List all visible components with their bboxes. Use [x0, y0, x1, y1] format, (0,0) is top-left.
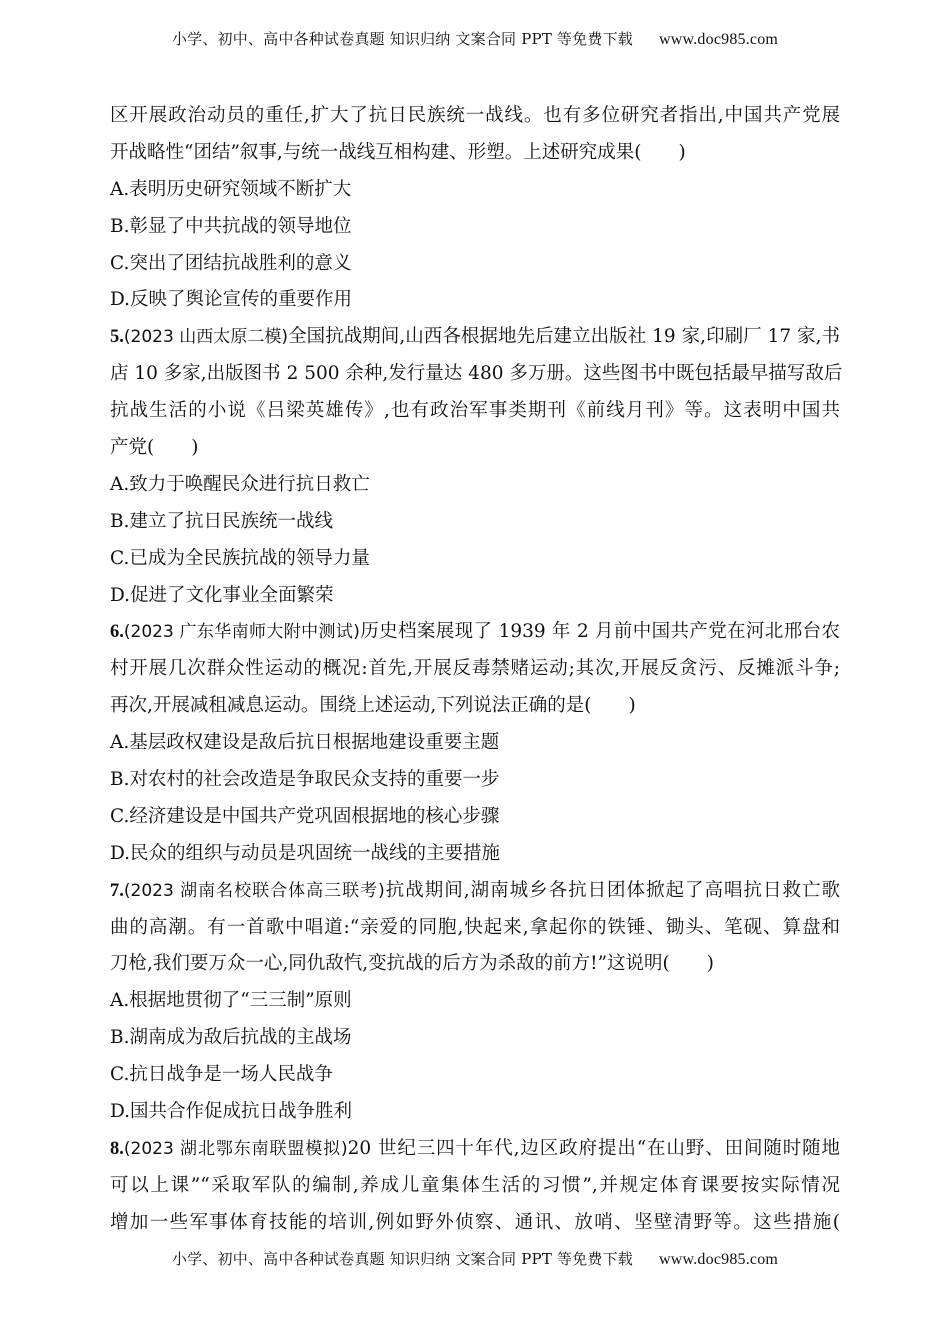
question-number: 8. [110, 1138, 124, 1159]
question-8 [110, 1131, 840, 1242]
question-source: (2023 广东华南师大附中测试) [123, 622, 360, 643]
document-body [110, 98, 843, 1242]
question-stem-text: 历史档案展现了 1939 年 2 月前中国共产党在河北邢台农 [359, 621, 840, 643]
question-stem-line: 区开展政治动员的重任,扩大了抗日民族统一战线。也有多位研究者指出,中国共产党展 [110, 105, 840, 126]
option-b: B.对农村的社会改造是争取民众支持的重要一步 [110, 769, 500, 791]
option-d: D.反映了舆论宣传的重要作用 [110, 289, 353, 311]
question-source: (2023 湖南名校联合体高三联考) [123, 880, 385, 901]
question-number: 5. [110, 327, 124, 348]
option-b: B.彰显了中共抗战的领导地位 [110, 215, 352, 237]
option-a: A.根据地贯彻了“三三制”原则 [110, 990, 352, 1012]
footer-url[interactable]: www.doc985.com [659, 1251, 779, 1268]
question-stem-line [110, 873, 840, 910]
question-stem-line: 可以上课”“采取军队的编制,养成儿童集体生活的习惯”,并规定体育课要按实际情况 [110, 1174, 840, 1196]
question-source: (2023 山西太原二模) [123, 327, 289, 348]
option-c: C.已成为全民族抗战的领导力量 [110, 547, 370, 569]
footer-text: 小学、初中、高中各种试卷真题 知识归纳 文案合同 PPT 等免费下载 [171, 1250, 633, 1268]
option-a: A.致力于唤醒民众进行抗日救亡 [110, 473, 370, 495]
question-stem-line [110, 614, 840, 651]
header-text: 小学、初中、高中各种试卷真题 知识归纳 文案合同 PPT 等免费下载 [171, 30, 633, 48]
option-c: C.经济建设是中国共产党巩固根据地的核心步骤 [110, 805, 500, 827]
question-stem-text: 20 世纪三四十年代,边区政府提出“在山野、田间随时随地 [347, 1137, 841, 1159]
question-stem-line: 抗战生活的小说《吕梁英雄传》,也有政治军事类期刊《前线月刊》等。这表明中国共 [110, 400, 840, 422]
option-d: D.民众的组织与动员是巩固统一战线的主要措施 [110, 842, 501, 864]
question-stem-text: 抗战期间,湖南城乡各抗日团体掀起了高唱抗日救亡歌 [384, 879, 840, 901]
option-b: B.建立了抗日民族统一战线 [110, 510, 333, 532]
question-7 [110, 873, 840, 1131]
option-a: A.表明历史研究领域不断扩大 [110, 178, 352, 200]
question-4 [110, 98, 840, 319]
option-d: D.促进了文化事业全面繁荣 [110, 584, 334, 606]
question-stem-line: 村开展几次群众性运动的概况:首先,开展反毒禁赌运动;其次,开展反贪污、反摊派斗争; [110, 658, 840, 680]
option-b: B.湖南成为敌后抗战的主战场 [110, 1027, 352, 1049]
option-c: C.突出了团结抗战胜利的意义 [110, 252, 352, 274]
option-c: C.抗日战争是一场人民战争 [110, 1064, 333, 1086]
question-number: 6. [110, 622, 124, 643]
question-stem-line: 再次,开展减租减息运动。围绕上述运动,下列说法正确的是( ) [110, 695, 636, 717]
question-stem-line: 刀枪,我们要万众一心,同仇敌忾,变抗战的后方为杀敌的前方!”这说明( ) [110, 953, 714, 975]
question-stem-line: 店 10 多家,出版图书 2 500 余种,发行量达 480 多万册。这些图书中既包括最早描写敌后 [110, 363, 843, 385]
page-header [0, 28, 950, 49]
question-stem-line: 产党( ) [110, 437, 199, 459]
question-stem-line: 曲的高潮。有一首歌中唱道:“亲爱的同胞,快起来,拿起你的铁锤、锄头、笔砚、算盘和 [110, 916, 840, 938]
option-d: D.国共合作促成抗日战争胜利 [110, 1101, 353, 1123]
question-source: (2023 湖北鄂东南联盟模拟) [123, 1138, 348, 1159]
option-a: A.基层政权建设是敌后抗日根据地建设重要主题 [110, 732, 500, 754]
question-5 [110, 319, 843, 614]
question-number: 7. [110, 880, 124, 901]
question-stem-line: 开战略性“团结”叙事,与统一战线互相构建、形塑。上述研究成果( ) [110, 141, 686, 163]
question-stem-line: 增加一些军事体育技能的培训,例如野外侦察、通讯、放哨、坚壁清野等。这些措施( [110, 1211, 840, 1233]
question-stem-line [110, 1131, 840, 1168]
header-url[interactable]: www.doc985.com [659, 31, 779, 48]
question-stem-text: 全国抗战期间,山西各根据地先后建立出版社 19 家,印刷厂 17 家,书 [288, 326, 841, 348]
page-footer [0, 1248, 950, 1269]
question-6 [110, 614, 840, 872]
question-stem-line [110, 319, 840, 356]
